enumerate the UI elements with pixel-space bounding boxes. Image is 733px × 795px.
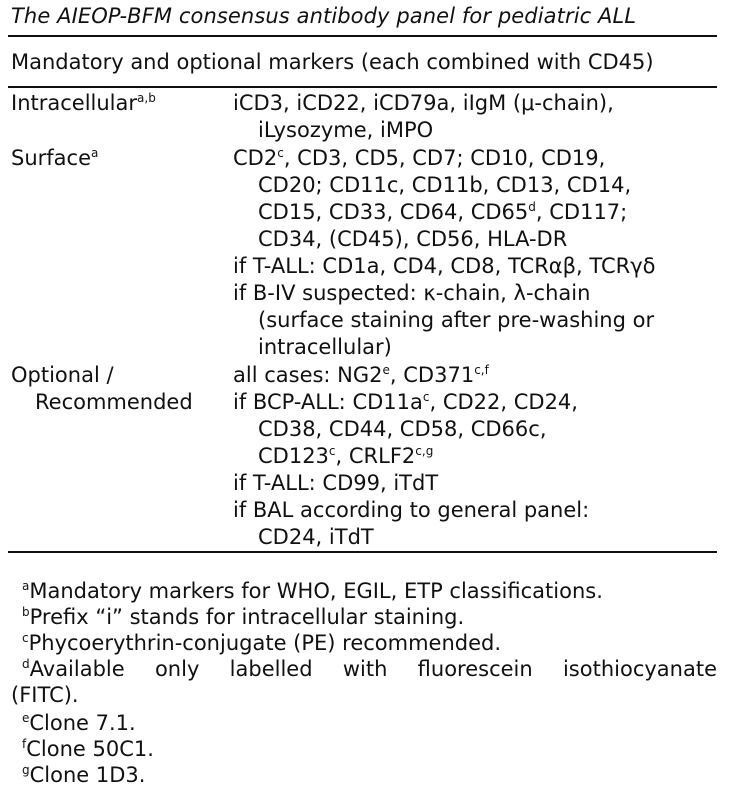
row-label-surface: Surface$^a$ — [11, 146, 99, 170]
header-rule — [8, 86, 717, 88]
footnote-d: $^d$Available only labelled with fluorescein isothiocyanate — [22, 657, 717, 681]
footnote-g: $^g$Clone 1D3. — [22, 763, 146, 787]
row-label-intracellular: Intracellular$^{a,b}$ — [11, 91, 156, 115]
row-label-recommended: Recommended — [35, 390, 193, 414]
table-title: The AIEOP-BFM consensus antibody panel for pediatric ALL — [11, 4, 637, 28]
surface-line-8: intracellular) — [258, 335, 392, 359]
top-rule — [8, 35, 717, 37]
footnote-f: $^f$Clone 50C1. — [22, 737, 154, 761]
intracellular-line-2: iLysozyme, iMPO — [258, 118, 434, 142]
footnote-e: $^e$Clone 7.1. — [22, 711, 136, 735]
surface-line-2: CD20; CD11c, CD11b, CD13, CD14, — [258, 173, 632, 197]
surface-line-7: (surface staining after pre-washing or — [258, 308, 655, 332]
footnote-a: $^a$Mandatory markers for WHO, EGIL, ETP classifications. — [22, 579, 603, 603]
footnote-b: $^b$Prefix “i” stands for intracellular staining. — [22, 605, 465, 629]
surface-line-3: CD15, CD33, CD64, CD65$^d$, CD117; — [258, 200, 628, 224]
surface-line-1: CD2$^c$, CD3, CD5, CD7; CD10, CD19, — [233, 146, 606, 170]
footnote-c: $^c$Phycoerythrin-conjugate (PE) recommended. — [22, 631, 502, 655]
bottom-rule — [8, 551, 717, 553]
optional-line-2: if BCP-ALL: $CD11a^c$, CD22, CD24, — [233, 390, 578, 414]
surface-line-6: if B-IV suspected: κ-chain, λ-chain — [233, 281, 591, 305]
row-label-optional: Optional / — [11, 363, 114, 387]
optional-line-3: CD38, CD44, CD58, CD66c, — [258, 417, 547, 441]
surface-line-5: if T-ALL: CD1a, CD4, CD8, TCRαβ, TCRγδ — [233, 254, 656, 278]
table-header: Mandatory and optional markers (each combined with CD45) — [11, 50, 654, 74]
optional-line-1: all cases: NG2e, CD371$^{c,f}$ — [233, 363, 489, 387]
intracellular-line-1: iCD3, iCD22, iCD79a, iIgM (μ-chain), — [233, 91, 614, 115]
optional-line-5: if T-ALL: CD99, iTdT — [233, 471, 439, 495]
optional-line-6: if BAL according to general panel: — [233, 498, 590, 522]
optional-line-7: CD24, iTdT — [258, 525, 374, 549]
optional-line-4: CD123$^c$, CRLF2$^{c,g}$ — [258, 444, 434, 468]
surface-line-4: CD34, (CD45), CD56, HLA-DR — [258, 227, 568, 251]
footnote-d-continued: (FITC). — [11, 683, 79, 707]
